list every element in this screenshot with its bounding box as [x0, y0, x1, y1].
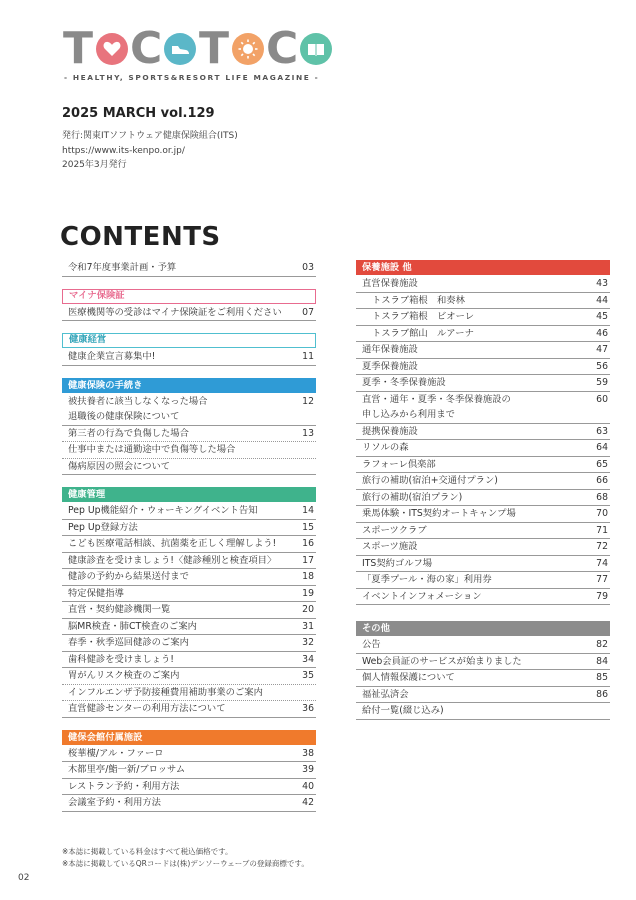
toc-row[interactable]: 旅行の補助(宿泊プラン) 68 [356, 490, 610, 507]
toc-row[interactable]: 健康企業宣言募集中! 11 [62, 349, 316, 366]
toc-row[interactable]: Pep Up機能紹介・ウォーキングイベント告知 14 [62, 503, 316, 520]
toc-row[interactable]: 給付一覧(綴じ込み) [356, 703, 610, 720]
footnote: ※本誌に掲載している料金はすべて税込価格です。 [62, 847, 233, 856]
page-number: 02 [18, 873, 30, 883]
contents-heading: CONTENTS [60, 222, 221, 252]
toc-row[interactable]: 特定保健指導 19 [62, 586, 316, 603]
toc-row[interactable]: Pep Up登録方法 15 [62, 520, 316, 537]
toc-row[interactable]: 直営健診センターの利用方法について 36 [62, 701, 316, 718]
logo-tagline: - HEALTHY, SPORTS&RESORT LIFE MAGAZINE - [64, 73, 320, 82]
publish-date: 2025年3月発行 [62, 160, 127, 170]
toc-row[interactable]: 「夏季プール・海の家」利用券 77 [356, 572, 610, 589]
toc-row[interactable]: 夏季保養施設 56 [356, 359, 610, 376]
toc-row[interactable]: Web会員証のサービスが始まりました 84 [356, 654, 610, 671]
publisher: 発行:関東ITソフトウェア健康保険組合(ITS) [62, 131, 238, 141]
contents-left-column [62, 260, 316, 812]
sneaker-icon [164, 33, 196, 65]
toc-row[interactable]: レストラン予約・利用方法 40 [62, 779, 316, 796]
toc-row[interactable]: ITS契約ゴルフ場 74 [356, 556, 610, 573]
logo-letter-t2: T [198, 23, 229, 74]
toc-row[interactable]: 福祉弘済会 86 [356, 687, 610, 704]
toc-row[interactable]: 脳MR検査・肺CT検査のご案内 31 [62, 619, 316, 636]
toc-row[interactable]: トスラブ箱根 和奏林 44 [356, 293, 610, 310]
toc-row[interactable]: 木都里亭/鮨一新/ブロッサム 39 [62, 762, 316, 779]
toc-row[interactable]: 会議室予約・利用方法 42 [62, 795, 316, 812]
publication-info [62, 129, 238, 173]
section-header-facilities: 保養施設 他 [356, 260, 610, 275]
logo-letter-t1: T [62, 23, 93, 74]
toc-row[interactable]: 公告 82 [356, 637, 610, 654]
logo-letter-c1: C [130, 23, 163, 74]
toc-row[interactable]: インフルエンザ予防接種費用補助事業のご案内 [62, 685, 316, 702]
website-url: https://www.its-kenpo.or.jp/ [62, 145, 185, 156]
toc-row[interactable]: 健康診査を受けましょう!〈健診種別と検査項目〉 17 [62, 553, 316, 570]
toc-row[interactable]: 旅行の補助(宿泊+交通付プラン) 66 [356, 473, 610, 490]
toc-row[interactable]: トスラブ館山 ルアーナ 46 [356, 326, 610, 343]
toc-row[interactable]: 通年保養施設 47 [356, 342, 610, 359]
section-header-hall-facilities: 健保会館付属施設 [62, 730, 316, 745]
toc-row[interactable]: 第三者の行為で負傷した場合 13 [62, 426, 316, 443]
toc-row[interactable]: イベントインフォメーション 79 [356, 589, 610, 606]
toc-row[interactable]: 胃がんリスク検査のご案内 35 [62, 668, 316, 685]
toc-row[interactable]: 提携保養施設 63 [356, 424, 610, 441]
toc-row[interactable]: ラフォーレ倶楽部 65 [356, 457, 610, 474]
toc-row[interactable]: リソルの森 64 [356, 440, 610, 457]
toc-row[interactable]: 被扶養者に該当しなくなった場合 退職後の健康保険について 12 [62, 394, 316, 426]
section-header-mynumber: マイナ保険証 [62, 289, 316, 304]
toc-row[interactable]: スポーツ施設 72 [356, 539, 610, 556]
section-header-health-management: 健康経営 [62, 333, 316, 348]
section-header-other: その他 [356, 621, 610, 636]
toc-row[interactable]: 個人情報保護について 85 [356, 670, 610, 687]
heart-icon [96, 33, 128, 65]
toc-row[interactable]: 仕事中または通勤途中で負傷等した場合 [62, 442, 316, 459]
toc-row[interactable]: 春季・秋季巡回健診のご案内 32 [62, 635, 316, 652]
toc-row[interactable]: 乗馬体験・ITS契約オートキャンプ場 70 [356, 506, 610, 523]
toc-row[interactable]: 直営・契約健診機関一覧 20 [62, 602, 316, 619]
contents-right-column [356, 260, 610, 720]
section-header-health-care: 健康管理 [62, 487, 316, 502]
toc-row[interactable]: 医療機関等の受診はマイナ保険証をご利用ください 07 [62, 305, 316, 322]
toc-row[interactable]: 直営保養施設 43 [356, 276, 610, 293]
toc-row[interactable]: 傷病原因の照会について [62, 459, 316, 476]
section-header-procedures: 健康保険の手続き [62, 378, 316, 393]
toc-row[interactable]: 歯科健診を受けましょう! 34 [62, 652, 316, 669]
toc-row[interactable]: 令和7年度事業計画・予算 03 [62, 260, 316, 277]
issue-title: 2025 MARCH vol.129 [62, 106, 215, 121]
toc-row[interactable]: 桜華樓/アル・ファーロ 38 [62, 746, 316, 763]
toc-row[interactable]: こども医療電話相談、抗菌薬を正しく理解しよう! 16 [62, 536, 316, 553]
toc-row[interactable]: 夏季・冬季保養施設 59 [356, 375, 610, 392]
toc-row[interactable]: スポーツクラブ 71 [356, 523, 610, 540]
footnotes [62, 846, 309, 870]
sun-icon [232, 33, 264, 65]
toc-row[interactable]: トスラブ箱根 ビオーレ 45 [356, 309, 610, 326]
toc-row[interactable]: 直営・通年・夏季・冬季保養施設の 申し込みから利用まで 60 [356, 392, 610, 424]
footnote: ※本誌に掲載しているQRコードは(株)デンソーウェーブの登録商標です。 [62, 859, 309, 868]
book-icon [300, 33, 332, 65]
toc-row[interactable]: 健診の予約から結果送付まで 18 [62, 569, 316, 586]
logo-letter-c2: C [266, 23, 299, 74]
magazine-logo [62, 23, 320, 88]
